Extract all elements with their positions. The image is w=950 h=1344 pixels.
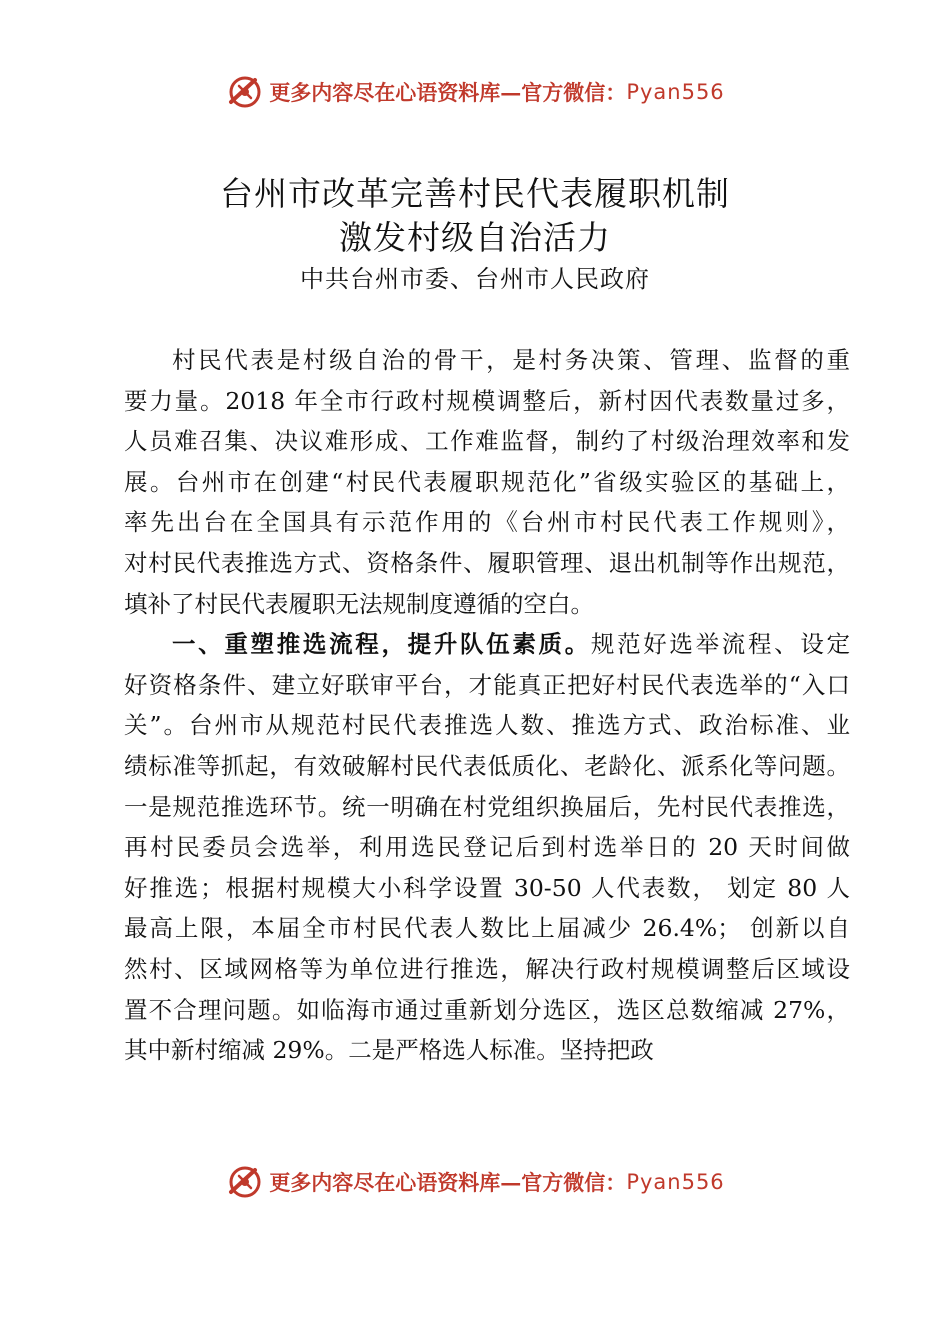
paragraph2-line: 最高上限，本届全市村民代表人数比上届减少 26.4%； 创新以自 [124,914,850,943]
document-title-line1: 台州市改革完善村民代表履职机制 [220,174,730,213]
paragraph1-line: 村民代表是村级自治的骨干，是村务决策、管理、监督的重 [172,346,850,374]
paragraph2-line: 置不合理问题。如临海市通过重新划分选区，选区总数缩减 27%， [124,995,850,1024]
paragraph2-line: 关”。台州市从规范村民代表推选人数、推选方式、政治标准、业 [124,711,850,740]
document-author: 中共台州市委、台州市人民政府 [300,265,650,293]
banner-text: 更多内容尽在心语资料库—官方微信： [269,80,627,105]
brand-logo-icon [225,72,265,112]
paragraph1-line: 人员难召集、决议难形成、工作难监督，制约了村级治理效率和发 [124,427,850,456]
document-title-line2: 激发村级自治活力 [339,218,611,257]
footer-banner [0,1162,950,1202]
paragraph1-line: 率先出台在全国具有示范作用的《台州市村民代表工作规则》， [124,508,850,537]
section-heading: 一、重塑推选流程，提升队伍素质。 [172,630,591,659]
paragraph1-line: 展。台州市在创建“村民代表履职规范化”省级实验区的基础上， [124,467,850,496]
paragraph2-line: 绩标准等抓起，有效破解村民代表低质化、老龄化、派系化等问题。 [124,751,850,780]
paragraph1-line: 填补了村民代表履职无法规制度遵循的空白。 [124,589,594,618]
document-body [124,340,850,1071]
brand-logo-icon [225,1162,265,1202]
paragraph1-line: 要力量。2018 年全市行政村规模调整后，新村因代表数量过多， [124,386,850,415]
paragraph1-line: 对村民代表推选方式、资格条件、履职管理、退出机制等作出规范， [124,548,850,577]
paragraph2-line: 再村民委员会选举，利用选民登记后到村选举日的 20 天时间做 [124,833,850,862]
paragraph2-line: 好资格条件、建立好联审平台，才能真正把好村民代表选举的“入口 [124,670,850,699]
banner-text: 更多内容尽在心语资料库—官方微信： [269,1170,627,1195]
paragraph2-line: 其中新村缩减 29%。二是严格选人标准。坚持把政 [124,1036,654,1065]
paragraph2-line: 一是规范推选环节。统一明确在村党组织换届后，先村民代表推选， [124,792,850,821]
paragraph2-first-line [124,624,850,665]
banner-wechat-id: Pyan556 [626,80,725,104]
paragraph2-first-rest: 规范好选举流程、设定 [590,630,850,659]
paragraph2-line: 好推选；根据村规模大小科学设置 30-50 人代表数， 划定 80 人 [124,873,850,902]
header-banner [0,72,950,112]
paragraph2-line: 然村、区域网格等为单位进行推选，解决行政村规模调整后区域设 [124,954,850,983]
banner-wechat-id: Pyan556 [626,1170,725,1194]
